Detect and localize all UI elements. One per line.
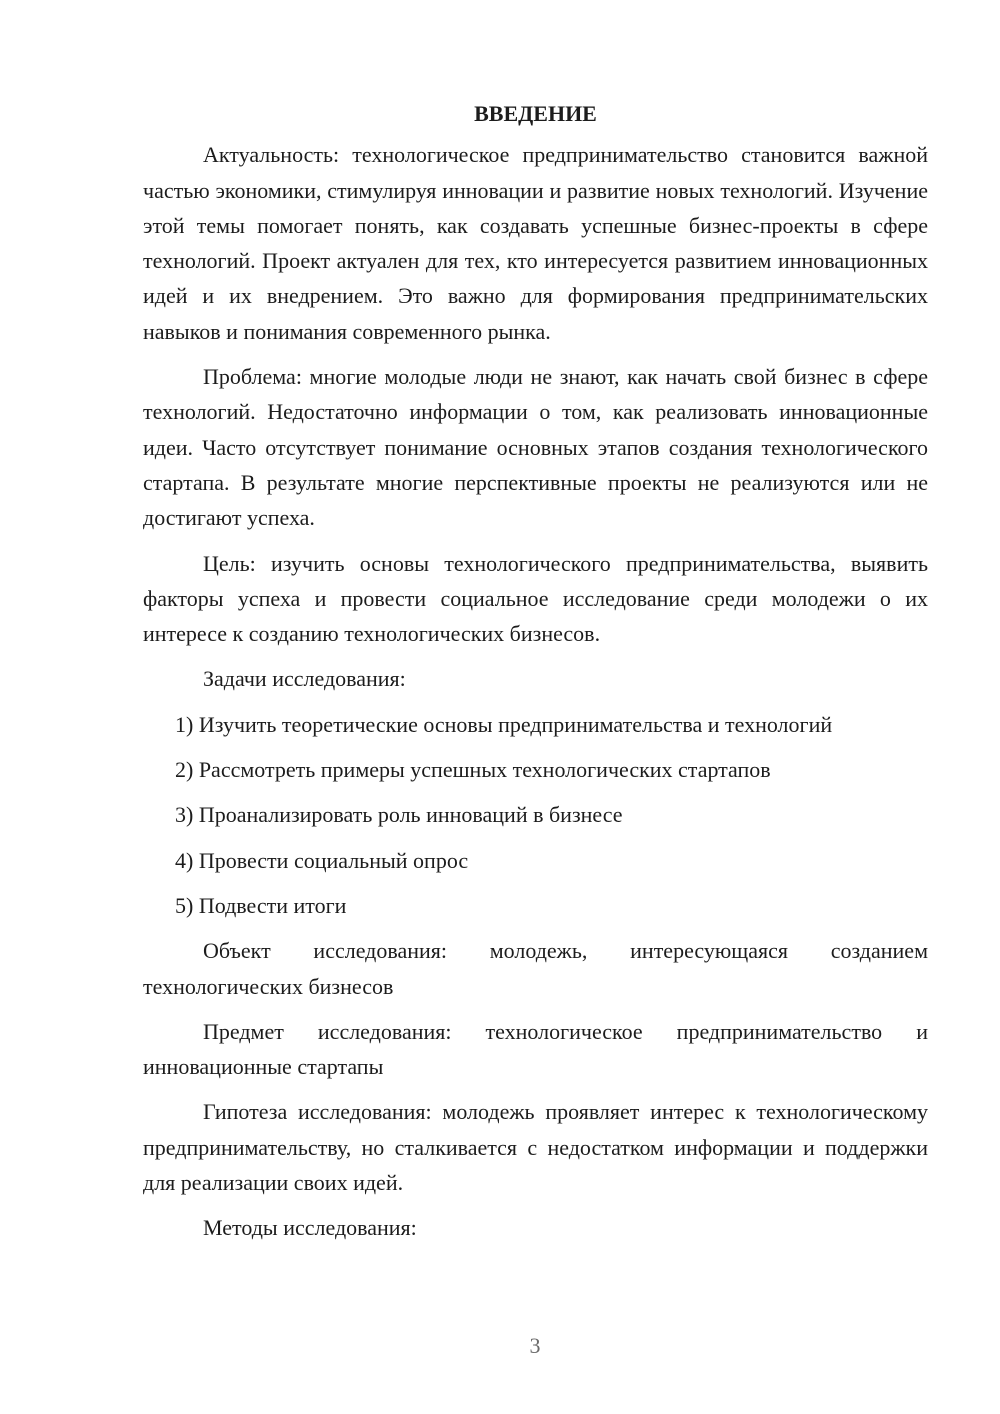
paragraph-goal: Цель: изучить основы технологического предпринимательства, выявить факторы успеха и провести социальное исследование среди молодежи о их интересе к созданию технологических бизнесов. bbox=[143, 550, 928, 647]
page-content bbox=[143, 96, 928, 1256]
paragraph-relevance: Актуальность: технологическое предпринимательство становится важной частью экономики, стимулируя инновации и развитие новых технологий. Изучение этой темы помогает понять, как создавать успешные бизнес-проекты в сфере технологий. Проект актуален для тех, кто интересуется развитием инновационных идей и их внедрением. Это важно для формирования предпринимательских навыков и понимания современного рынка. bbox=[143, 142, 928, 344]
page-number: 3 bbox=[529, 1333, 541, 1358]
tasks-list bbox=[143, 707, 928, 923]
paragraph-subject: Предмет исследования: технологическое предпринимательство и инновационные стартапы bbox=[143, 1018, 928, 1080]
paragraph-methods: Методы исследования: bbox=[203, 1215, 417, 1241]
paragraph-problem: Проблема: многие молодые люди не знают, как начать свой бизнес в сфере технологий. Недостаточно информации о том, как реализовать инновационные идеи. Часто отсутствует понимание основных этапов создания технологического стартапа. В результате многие перспективные проекты не реализуются или не достигают успеха. bbox=[143, 364, 928, 531]
task-item: 3) Проанализировать роль инноваций в бизнесе bbox=[175, 802, 623, 828]
task-item: 1) Изучить теоретические основы предпринимательства и технологий bbox=[175, 711, 833, 737]
paragraph-hypothesis: Гипотеза исследования: молодежь проявляет интерес к технологическому предпринимательству, но сталкивается с недостатком информации и поддержки для реализации своих идей. bbox=[143, 1099, 928, 1196]
task-item: 4) Провести социальный опрос bbox=[175, 847, 469, 873]
section-heading: ВВЕДЕНИЕ bbox=[474, 101, 597, 126]
task-item: 2) Рассмотреть примеры успешных технологических стартапов bbox=[175, 757, 771, 783]
paragraph-object: Объект исследования: молодежь, интересующаяся созданием технологических бизнесов bbox=[143, 938, 928, 999]
paragraph-tasks-heading: Задачи исследования: bbox=[203, 666, 406, 692]
task-item: 5) Подвести итоги bbox=[175, 892, 347, 918]
